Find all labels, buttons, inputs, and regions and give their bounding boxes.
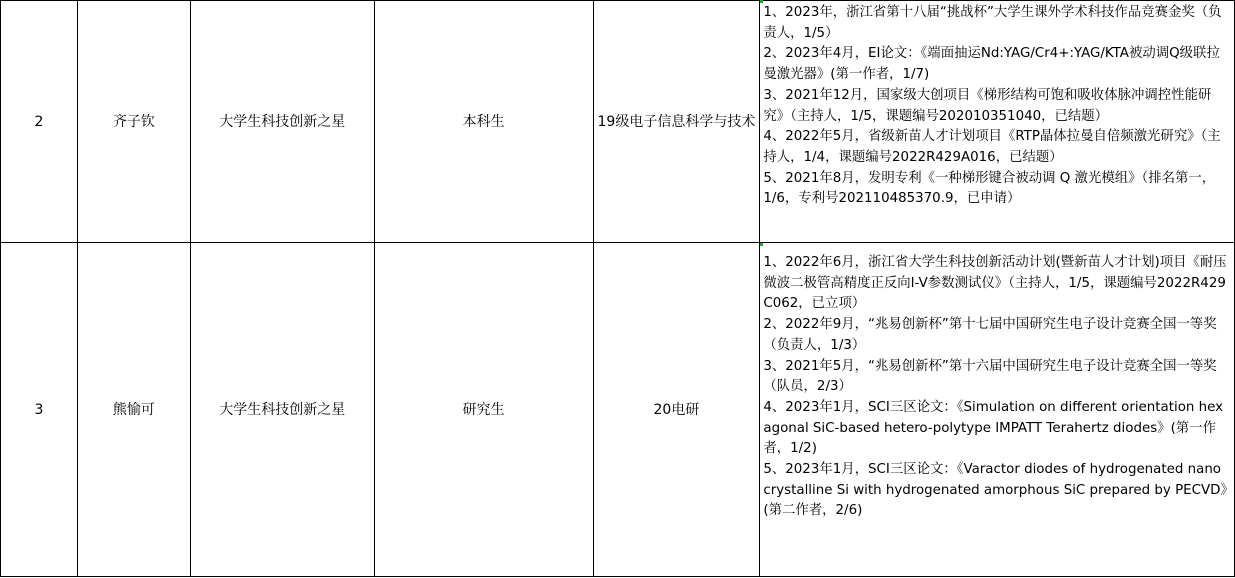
achievement-item: 3、2021年5月，“兆易创新杯”第十六届中国研究生电子设计竞赛全国一等奖（队员，2/3）	[763, 358, 1217, 395]
table-row[interactable]	[1, 1, 1235, 243]
achievement-item: 5、2023年1月，SCI三区论文：《Varactor diodes of hydrogenated nanocrystalline Si with hydrogenated amorphous SiC prepared by PECVD》(第二作者，2/6)	[763, 462, 1228, 519]
achievements-cell[interactable]	[760, 1, 1235, 243]
level-cell[interactable]: 本科生	[374, 1, 593, 243]
achievement-item: 5、2021年8月，发明专利《一种梯形键合被动调 Q 激光模组》（排名第一，1/6，专利号202110485370.9，已申请）	[763, 170, 1216, 207]
achievements-cell[interactable]	[760, 243, 1235, 577]
achievement-item: 1、2022年6月，浙江省大学生科技创新活动计划(暨新苗人才计划)项目《耐压微波二极管高精度正反向I-V参数测试仪》（主持人，1/5，课题编号2022R429C062，已立项）	[763, 255, 1227, 312]
achievement-item: 1、2023年，浙江省第十八届“挑战杯”大学生课外学术科技作品竞赛金奖（负责人，1/5）	[763, 5, 1222, 41]
award-cell[interactable]: 大学生科技创新之星	[190, 1, 374, 243]
name-cell[interactable]: 齐子钦	[77, 1, 190, 243]
achievement-item: 2、2023年4月，EI论文：《端面抽运Nd:YAG/Cr4+:YAG/KTA被动调Q级联拉曼激光器》(第一作者，1/7)	[763, 46, 1220, 83]
comment-marker-icon	[760, 243, 763, 246]
name-cell[interactable]: 熊愉可	[77, 243, 190, 577]
award-cell[interactable]: 大学生科技创新之星	[190, 243, 374, 577]
table-row[interactable]	[1, 243, 1235, 577]
class-cell[interactable]: 20电研	[593, 243, 760, 577]
index-cell[interactable]: 2	[1, 1, 78, 243]
index-cell[interactable]: 3	[1, 243, 78, 577]
achievement-item: 3、2021年12月，国家级大创项目《梯形结构可饱和吸收体脉冲调控性能研究》（主持人，1/5，课题编号202010351040，已结题）	[763, 87, 1212, 124]
achievement-item: 4、2022年5月，省级新苗人才计划项目《RTP晶体拉曼自倍频激光研究》（主持人，1/4，课题编号2022R429A016，已结题）	[763, 129, 1221, 165]
achievement-item: 4、2023年1月，SCI三区论文：《Simulation on different orientation hexagonal SiC-based hetero-polytype IMPATT Terahertz diodes》(第一作者，1/2)	[763, 399, 1224, 457]
class-cell[interactable]: 19级电子信息科学与技术	[593, 1, 760, 243]
comment-marker-icon	[760, 0, 763, 3]
level-cell[interactable]: 研究生	[374, 243, 593, 577]
achievement-item: 2、2022年9月，“兆易创新杯”第十七届中国研究生电子设计竞赛全国一等奖（负责人，1/3）	[763, 317, 1217, 353]
